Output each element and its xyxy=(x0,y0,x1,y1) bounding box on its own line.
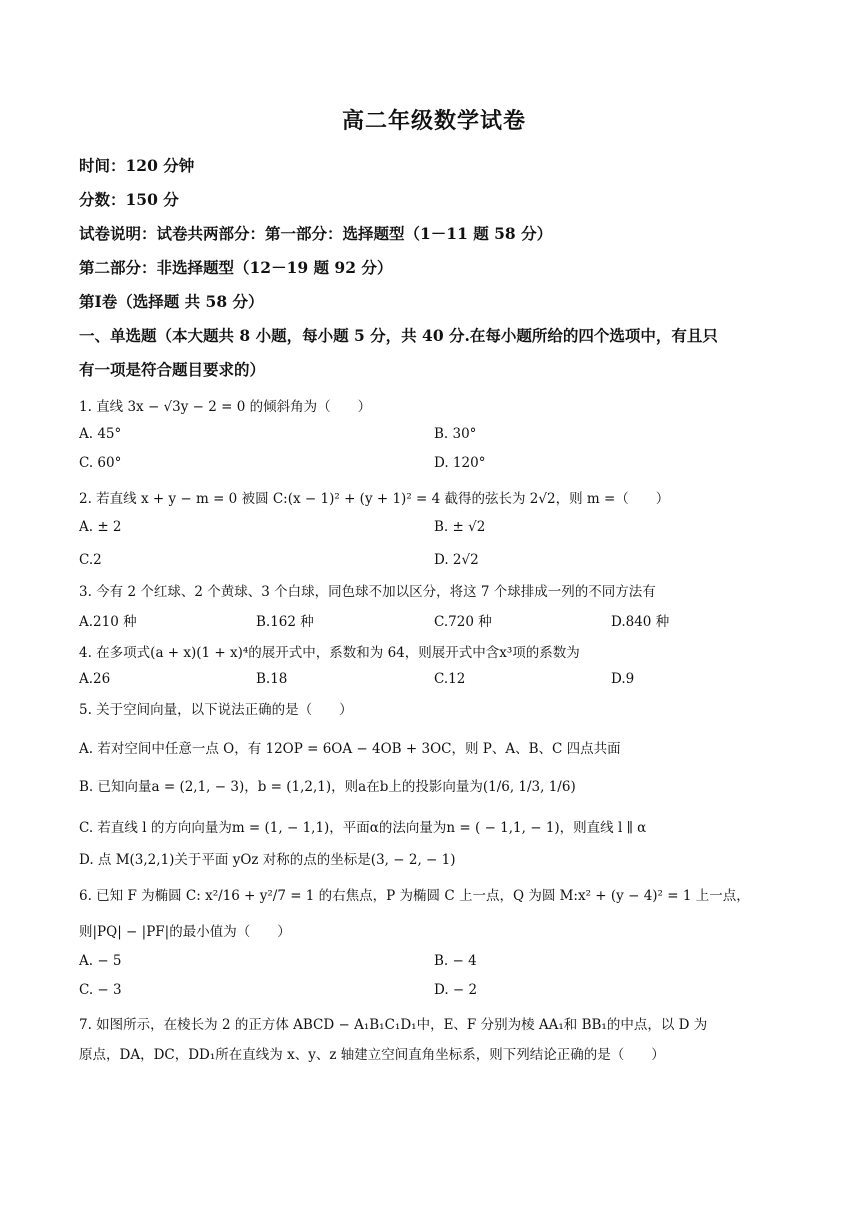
question-1-option-b: B. 30° xyxy=(434,426,477,442)
question-3-stem: 3. 今有 2 个红球、2 个黄球、3 个白球，同色球不加以区分，将这 7 个球排成一列的不同方法有 xyxy=(79,584,656,600)
question-4-stem: 4. 在多项式(a + x)(1 + x)⁴的展开式中，系数和为 64，则展开式中含x³项的系数为 xyxy=(79,645,580,661)
question-2-stem: 2. 若直线 x + y − m = 0 被圆 C:(x − 1)² + (y + 1)² = 4 截得的弦长为 2√2，则 m =（ ） xyxy=(79,491,670,507)
question-2-option-d: D. 2√2 xyxy=(434,552,479,568)
question-4-option-d: D.9 xyxy=(611,671,635,687)
exam-score: 分数：150 分 xyxy=(79,190,179,209)
question-6-option-d: D. − 2 xyxy=(434,982,478,998)
exam-description: 试卷说明：试卷共两部分：第一部分：选择题型（1－11 题 58 分） xyxy=(79,224,553,243)
section-one-heading: 一、单选题（本大题共 8 小题，每小题 5 分，共 40 分.在每小题所给的四个选项中，有且只 xyxy=(79,326,718,345)
question-6-stem: 6. 已知 F 为椭圆 C: x²/16 + y²/7 = 1 的右焦点，P 为椭圆 C 上一点，Q 为圆 M:x² + (y − 4)² = 1 上一点， xyxy=(79,888,750,904)
question-3-option-c: C.720 种 xyxy=(434,614,492,630)
volume-one-heading: 第Ⅰ卷（选择题 共 58 分） xyxy=(79,292,264,311)
question-7-stem: 7. 如图所示，在棱长为 2 的正方体 ABCD − A₁B₁C₁D₁中，E、F 分别为棱 AA₁和 BB₁的中点，以 D 为 xyxy=(79,1017,708,1033)
section-one-heading-cont: 有一项是符合题目要求的） xyxy=(79,360,266,379)
question-2-option-a: A. ± 2 xyxy=(79,519,122,535)
question-6-stem-cont: 则|PQ| − |PF|的最小值为（ ） xyxy=(79,924,291,940)
question-1-stem: 1. 直线 3x − √3y − 2 = 0 的倾斜角为（ ） xyxy=(79,399,372,415)
question-5-stem: 5. 关于空间向量，以下说法正确的是（ ） xyxy=(79,702,353,718)
question-5-option-b: B. 已知向量a = (2,1, − 3)，b = (1,2,1)，则a在b上的投影向量为(1/6, 1/3, 1/6) xyxy=(79,779,576,795)
question-5-option-c: C. 若直线 l 的方向向量为m = (1, − 1,1)，平面α的法向量为n = ( − 1,1, − 1)，则直线 l ∥ α xyxy=(79,820,647,836)
exam-description-part2: 第二部分：非选择题型（12－19 题 92 分） xyxy=(79,258,393,277)
exam-title: 高二年级数学试卷 xyxy=(341,108,526,134)
question-5-option-d: D. 点 M(3,2,1)关于平面 yOz 对称的点的坐标是(3, − 2, − 1) xyxy=(79,852,456,868)
question-1-option-a: A. 45° xyxy=(79,426,122,442)
question-4-option-b: B.18 xyxy=(256,671,288,687)
question-4-option-c: C.12 xyxy=(434,671,466,687)
question-7-stem-cont: 原点，DA，DC，DD₁所在直线为 x、y、z 轴建立空间直角坐标系，则下列结论正确的是（ ） xyxy=(79,1047,665,1063)
question-6-option-a: A. − 5 xyxy=(79,953,122,969)
question-2-option-b: B. ± √2 xyxy=(434,519,486,535)
question-1-option-d: D. 120° xyxy=(434,455,486,471)
question-2-option-c: C.2 xyxy=(79,552,102,568)
question-3-option-d: D.840 种 xyxy=(611,614,670,630)
question-5-option-a: A. 若对空间中任意一点 O，有 12OP = 6OA − 4OB + 3OC，则 P、A、B、C 四点共面 xyxy=(79,741,621,757)
question-1-option-c: C. 60° xyxy=(79,455,122,471)
question-6-option-b: B. − 4 xyxy=(434,953,477,969)
question-6-option-c: C. − 3 xyxy=(79,982,122,998)
question-4-option-a: A.26 xyxy=(79,671,111,687)
exam-time: 时间：120 分钟 xyxy=(79,156,195,175)
question-3-option-a: A.210 种 xyxy=(79,614,137,630)
question-3-option-b: B.162 种 xyxy=(256,614,314,630)
